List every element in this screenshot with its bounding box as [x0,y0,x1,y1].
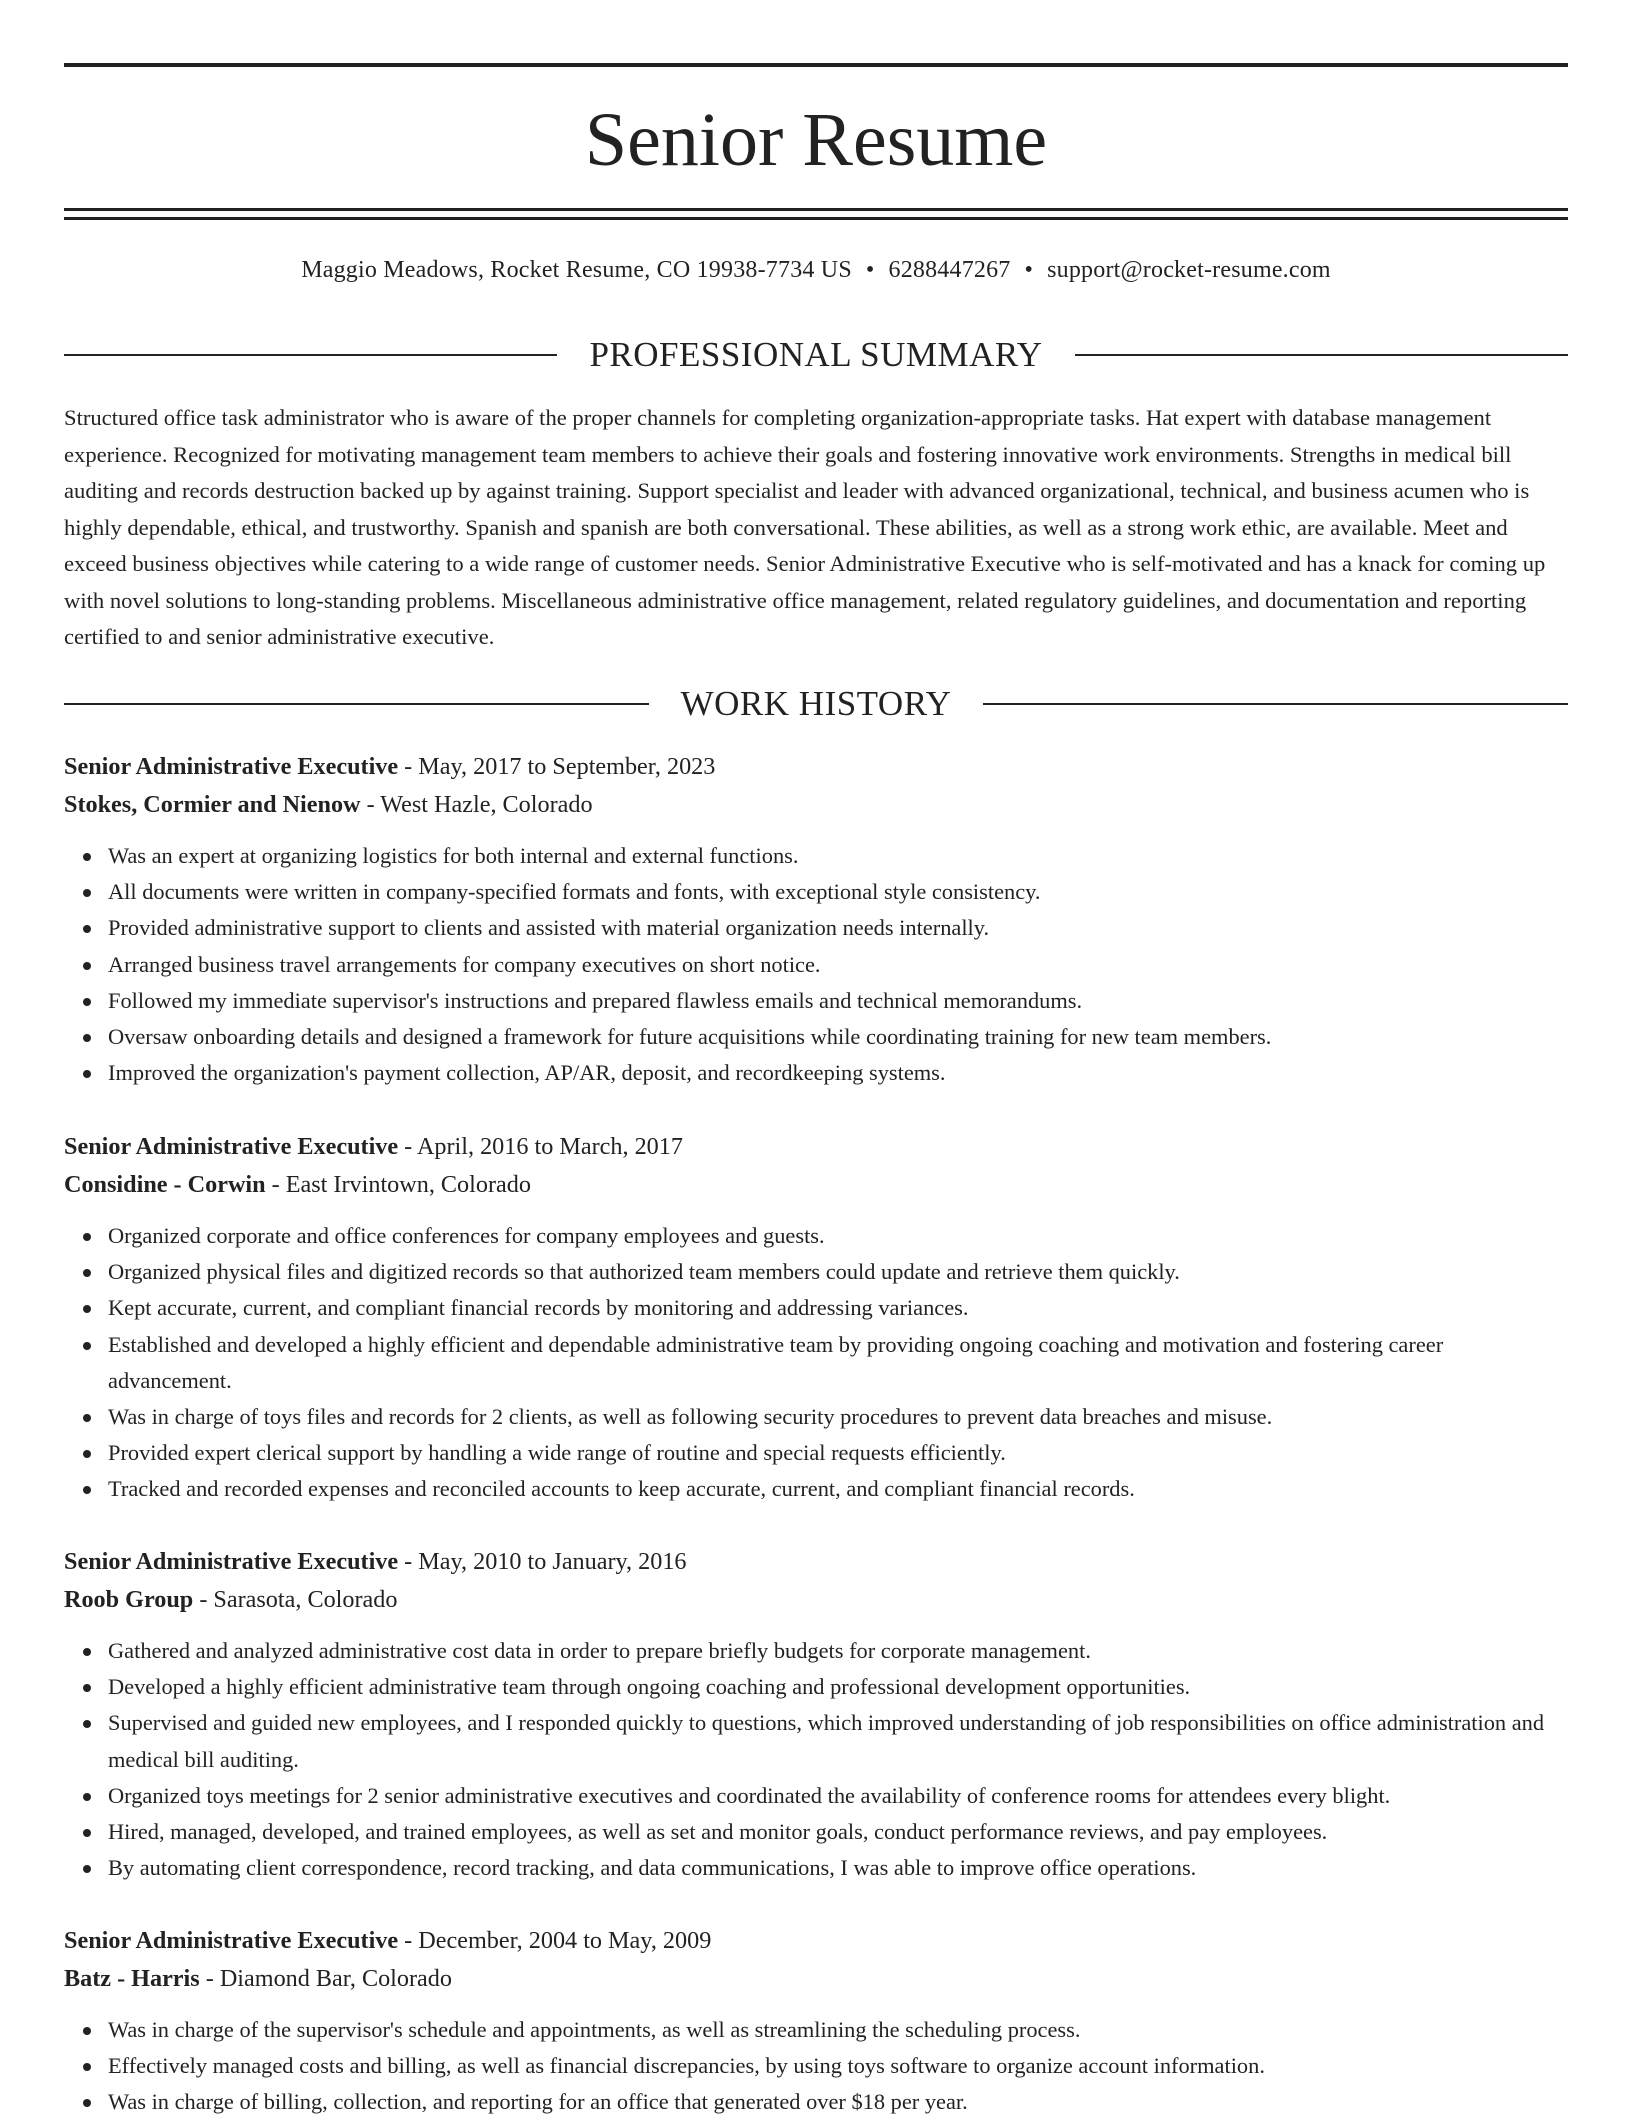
divider [64,703,649,705]
list-item: Hired, managed, developed, and trained employees, as well as set and monitor goals, conduct performance reviews, and pay employees. [108,1814,1568,1850]
contact-email: support@rocket-resume.com [1047,257,1331,283]
job-dates: - December, 2004 to May, 2009 [398,1927,712,1954]
divider [1075,354,1568,356]
list-item: All documents were written in company-specified formats and fonts, with exceptional style consistency. [108,874,1568,910]
job-dates: - May, 2010 to January, 2016 [398,1548,687,1575]
job-title-line [64,1128,1568,1166]
job-location: - East Irvintown, Colorado [265,1171,531,1198]
work-history-heading-label: WORK HISTORY [680,684,952,723]
summary-heading [64,335,1568,375]
list-item: Organized physical files and digitized records so that authorized team members could update and retrieve them quickly. [108,1254,1568,1290]
list-item: Developed a highly efficient administrative team through ongoing coaching and professional development opportunities. [108,1669,1568,1705]
work-history-heading [64,684,1568,724]
summary-heading-label: PROFESSIONAL SUMMARY [589,335,1043,374]
list-item: Improved the organization's payment collection, AP/AR, deposit, and recordkeeping systems. [108,1055,1568,1091]
list-item: Was in charge of toys files and records for 2 clients, as well as following security procedures to prevent data breaches and misuse. [108,1399,1568,1435]
job-company: Roob Group [64,1586,194,1613]
title-double-rule [64,208,1568,220]
list-item: Followed my immediate supervisor's instructions and prepared flawless emails and technical memorandums. [108,983,1568,1019]
job-company-line [64,1960,1568,1998]
contact-line [64,252,1568,288]
top-rule [64,63,1568,67]
list-item: Established and developed a highly efficient and dependable administrative team by providing ongoing coaching and motivation and fostering career advancement. [108,1327,1568,1399]
list-item: Kept accurate, current, and compliant financial records by monitoring and addressing variances. [108,1290,1568,1326]
list-item: Provided administrative support to clients and assisted with material organization needs internally. [108,910,1568,946]
list-item: Supervised and guided new employees, and I responded quickly to questions, which improved understanding of job responsibilities on office administration and medical bill auditing. [108,1705,1568,1777]
job-company-line [64,1166,1568,1204]
page-title: Senior Resume [584,98,1048,182]
list-item: Arranged business travel arrangements for company executives on short notice. [108,947,1568,983]
job-title: Senior Administrative Executive [64,1548,399,1575]
job-title-line [64,748,1568,786]
job-dates: - April, 2016 to March, 2017 [398,1133,683,1160]
job-dates: - May, 2017 to September, 2023 [398,753,716,780]
job-company-line [64,1581,1568,1619]
job-company: Batz - Harris [64,1965,200,1992]
job-title-line [64,1922,1568,1960]
list-item: Organized toys meetings for 2 senior administrative executives and coordinated the availability of conference rooms for attendees every blight. [108,1778,1568,1814]
job-location: - Sarasota, Colorado [193,1586,398,1613]
job-company: Considine - Corwin [64,1171,266,1198]
job-bullets [64,1633,1568,1886]
contact-phone: 6288447267 [888,257,1011,283]
job-entry [64,1922,1568,2121]
contact-address: Maggio Meadows, Rocket Resume, CO 19938-7734 US [301,257,852,283]
job-title: Senior Administrative Executive [64,1133,399,1160]
job-company-line [64,786,1568,824]
contact-separator: • [1024,257,1034,283]
list-item: Provided expert clerical support by handling a wide range of routine and special requests efficiently. [108,1435,1568,1471]
job-company: Stokes, Cormier and Nienow [64,791,361,818]
list-item: Oversaw onboarding details and designed a framework for future acquisitions while coordinating training for new team members. [108,1019,1568,1055]
list-item: Gathered and analyzed administrative cost data in order to prepare briefly budgets for corporate management. [108,1633,1568,1669]
list-item: By automating client correspondence, record tracking, and data communications, I was able to improve office operations. [108,1850,1568,1886]
list-item: Was in charge of billing, collection, and reporting for an office that generated over $18 per year. [108,2084,1568,2120]
job-title: Senior Administrative Executive [64,1927,399,1954]
job-location: - Diamond Bar, Colorado [199,1965,452,1992]
contact-separator: • [865,257,875,283]
job-bullets [64,1218,1568,1508]
list-item: Tracked and recorded expenses and reconciled accounts to keep accurate, current, and compliant financial records. [108,1471,1568,1507]
job-title: Senior Administrative Executive [64,753,399,780]
job-location: - West Hazle, Colorado [360,791,593,818]
job-bullets [64,838,1568,1091]
list-item: Was in charge of the supervisor's schedule and appointments, as well as streamlining the scheduling process. [108,2012,1568,2048]
job-title-line [64,1543,1568,1581]
divider [983,703,1568,705]
job-bullets [64,2012,1568,2121]
job-entry [64,1543,1568,1886]
list-item: Organized corporate and office conferences for company employees and guests. [108,1218,1568,1254]
list-item: Effectively managed costs and billing, as well as financial discrepancies, by using toys software to organize account information. [108,2048,1568,2084]
list-item: Was an expert at organizing logistics for both internal and external functions. [108,838,1568,874]
job-entry [64,1128,1568,1508]
divider [64,354,557,356]
job-entry [64,748,1568,1091]
summary-text: Structured office task administrator who is aware of the proper channels for completing organization-appropriate tasks. Hat expert with database management experience. Recognized for motivating management team members to achieve their goals and fostering innovative work environments. Strengths in medical bill auditing and records destruction backed up by against training. Support specialist and leader with advanced organizational, technical, and business acumen who is highly dependable, ethical, and trustworthy. Spanish and spanish are both conversational. These abilities, as well as a strong work ethic, are available. Meet and exceed business objectives while catering to a wide range of customer needs. Senior Administrative Executive who is self-motivated and has a knack for coming up with novel solutions to long-standing problems. Miscellaneous administrative office management, related regulatory guidelines, and documentation and reporting certified to and senior administrative executive. [64,405,1546,649]
